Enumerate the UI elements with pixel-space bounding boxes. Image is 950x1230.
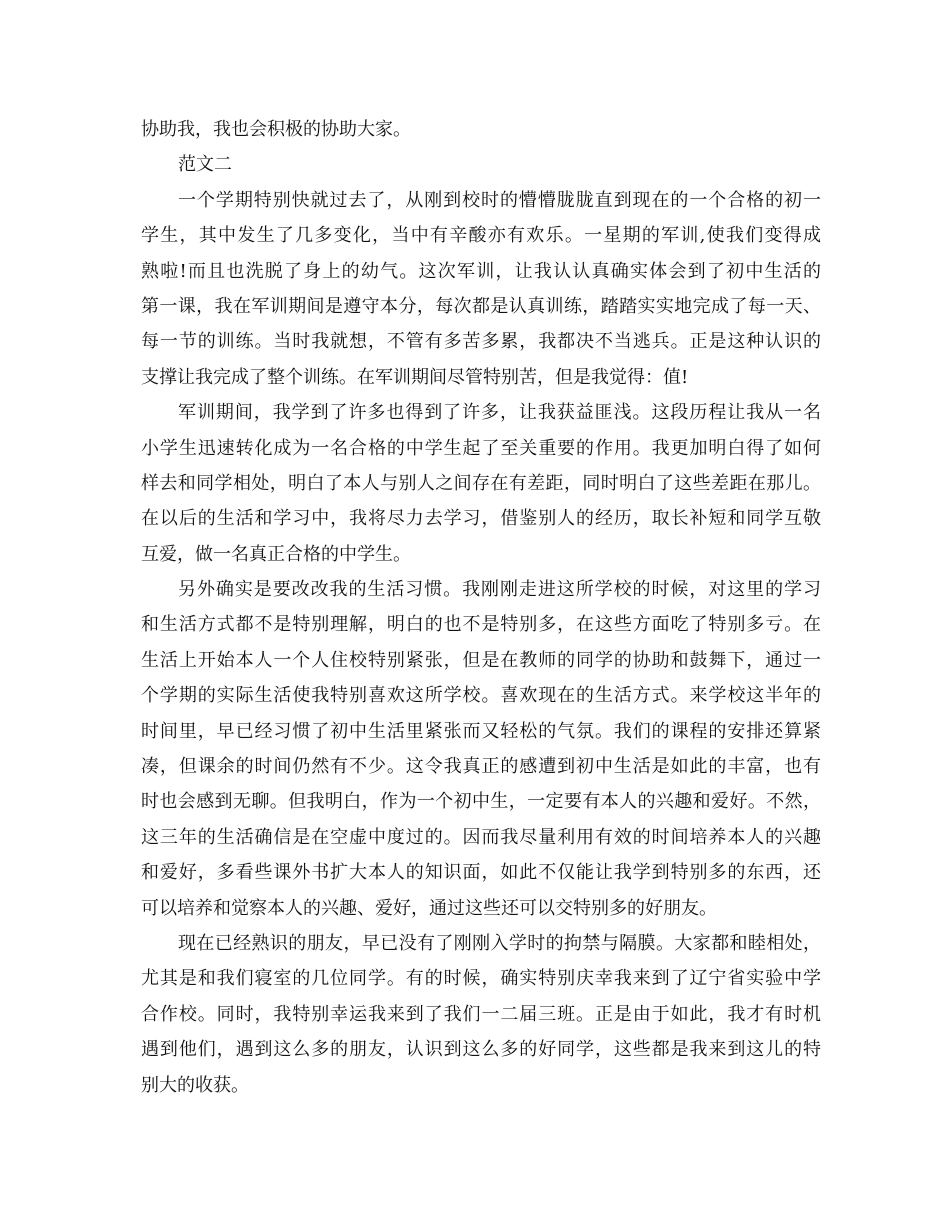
text-line: 遇到他们，遇到这么多的朋友，认识到这么多的好同学，这些都是我来到这儿的特 xyxy=(141,1039,821,1061)
text-line: 个学期的实际生活使我特别喜欢这所学校。喜欢现在的生活方式。来学校这半年的 xyxy=(141,685,821,707)
text-line: 互爱，做一名真正合格的中学生。 xyxy=(141,543,411,565)
text-line: 学生，其中发生了几多变化，当中有辛酸亦有欢乐。一星期的军训,使我们变得成 xyxy=(141,225,821,247)
text-line: 生活上开始本人一个人住校特别紧张，但是在教师的同学的协助和鼓舞下，通过一 xyxy=(141,649,821,671)
text-line: 和爱好，多看些课外书扩大本人的知识面，如此不仅能让我学到特别多的东西，还 xyxy=(141,862,821,884)
text-line: 时也会感到无聊。但我明白，作为一个初中生，一定要有本人的兴趣和爱好。不然， xyxy=(141,791,821,813)
text-line: 别大的收获。 xyxy=(141,1074,249,1096)
section-heading: 范文二 xyxy=(178,154,232,176)
text-line: 在以后的生活和学习中，我将尽力去学习，借鉴别人的经历，取长补短和同学互敬 xyxy=(141,508,821,530)
text-line: 和生活方式都不是特别理解，明白的也不是特别多，在这些方面吃了特别多亏。在 xyxy=(141,614,821,636)
text-line: 这三年的生活确信是在空虚中度过的。因而我尽量利用有效的时间培养本人的兴趣 xyxy=(141,826,821,848)
text-line: 尤其是和我们寝室的几位同学。有的时候，确实特别庆幸我来到了辽宁省实验中学 xyxy=(141,968,821,990)
text-line: 另外确实是要改改我的生活习惯。我刚刚走进这所学校的时候，对这里的学习 xyxy=(178,579,821,601)
text-line: 现在已经熟识的朋友，早已没有了刚刚入学时的拘禁与隔膜。大家都和睦相处， xyxy=(178,932,821,954)
text-line: 第一课，我在军训期间是遵守本分，每次都是认真训练，踏踏实实地完成了每一天、 xyxy=(141,295,821,317)
text-line: 凑，但课余的时间仍然有不少。这令我真正的感遭到初中生活是如此的丰富，也有 xyxy=(141,756,821,778)
text-line: 每一节的训练。当时我就想，不管有多苦多累，我都决不当逃兵。正是这种认识的 xyxy=(141,331,821,353)
text-line: 小学生迅速转化成为一名合格的中学生起了至关重要的作用。我更加明白得了如何 xyxy=(141,437,821,459)
text-line: 可以培养和觉察本人的兴趣、爱好，通过这些还可以交特别多的好朋友。 xyxy=(141,897,717,919)
text-line: 时间里，早已经习惯了初中生活里紧张而又轻松的气氛。我们的课程的安排还算紧 xyxy=(141,720,821,742)
text-line: 合作校。同时，我特别幸运我来到了我们一二届三班。正是由于如此，我才有时机 xyxy=(141,1003,821,1025)
text-line: 军训期间，我学到了许多也得到了许多，让我获益匪浅。这段历程让我从一名 xyxy=(178,402,821,424)
text-line: 样去和同学相处，明白了本人与别人之间存在有差距，同时明白了这些差距在那儿。 xyxy=(141,472,821,494)
text-line: 协助我，我也会积极的协助大家。 xyxy=(141,119,411,140)
text-line: 支撑让我完成了整个训练。在军训期间尽管特别苦，但是我觉得：值! xyxy=(141,366,689,388)
text-line: 熟啦!而且也洗脱了身上的幼气。这次军训，让我认认真确实体会到了初中生活的 xyxy=(141,260,821,282)
document-body xyxy=(141,112,821,1103)
text-line: 一个学期特别快就过去了，从刚到校时的懵懵胧胧直到现在的一个合格的初一 xyxy=(178,189,821,211)
